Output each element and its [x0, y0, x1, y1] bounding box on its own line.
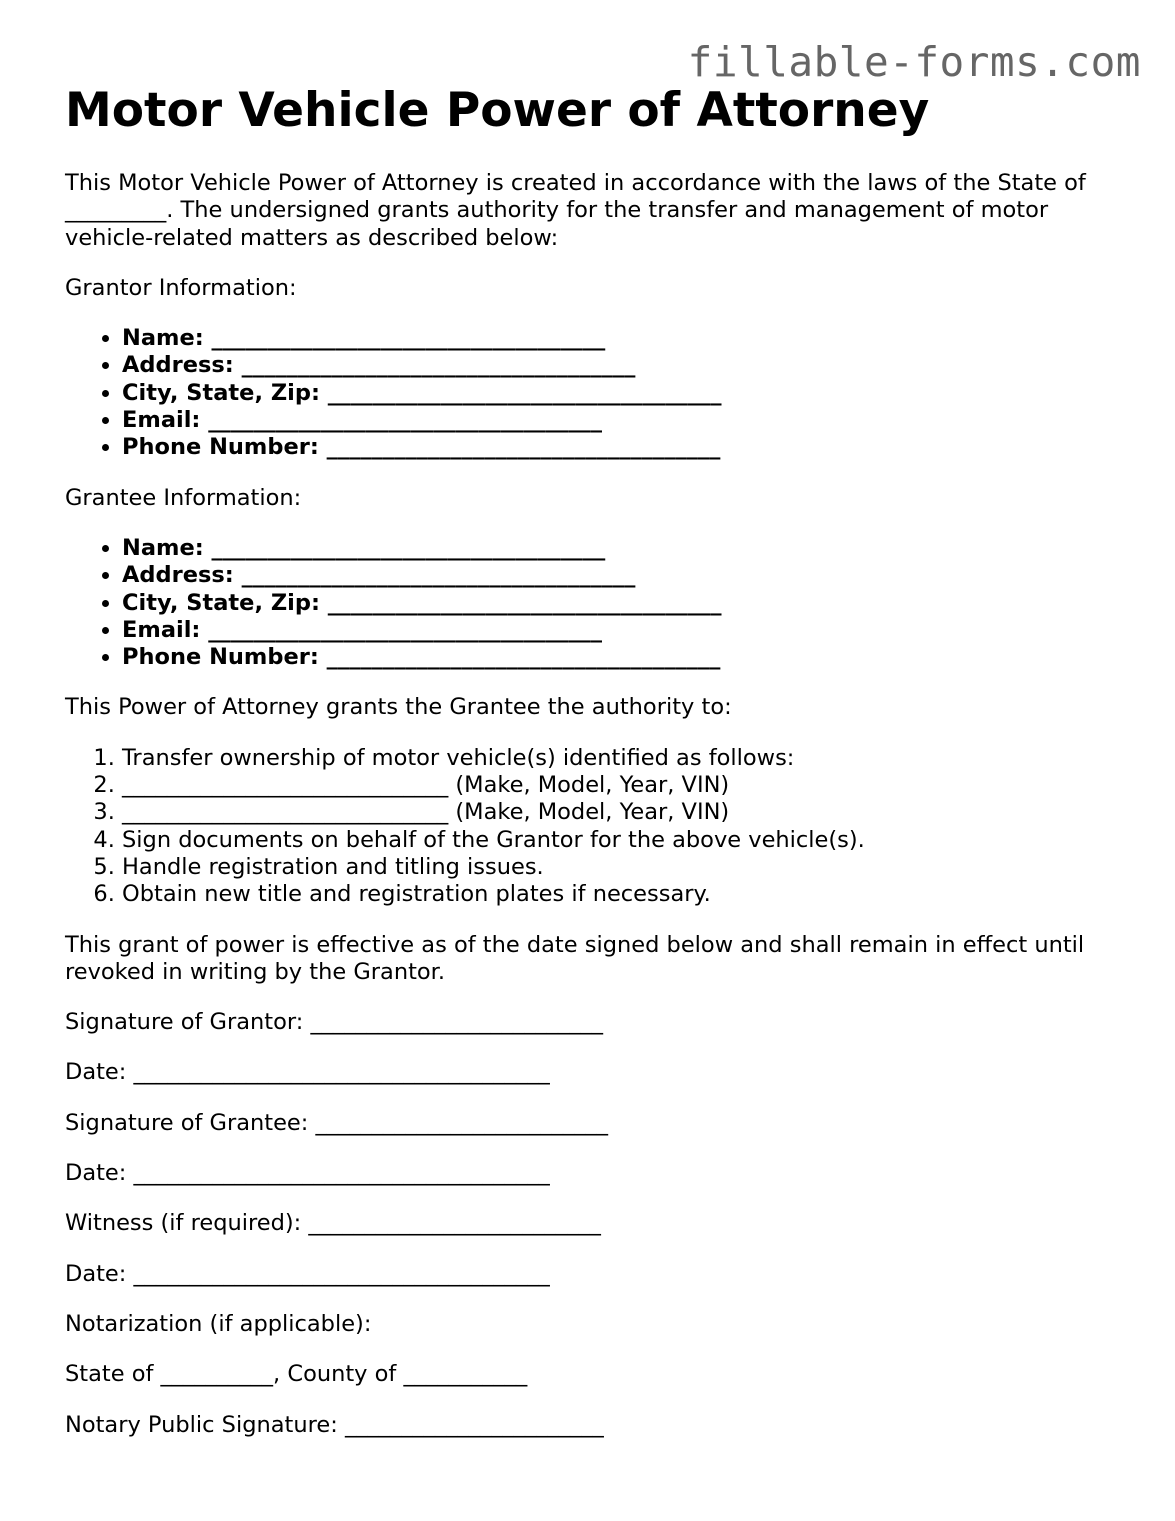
notarization-label: Notarization (if applicable): [65, 1310, 372, 1337]
witness-signature-field[interactable]: Witness (if required): __________________________ [65, 1210, 601, 1237]
authority-item-registration: 5. Handle registration and titling issues. [122, 854, 1135, 881]
grantee-city-state-zip-field[interactable]: • City, State, Zip: ___________________________________ [122, 590, 1135, 617]
grantee-section-label: Grantee Information: [65, 484, 302, 511]
grantee-date-field[interactable]: Date: _____________________________________ [65, 1160, 550, 1187]
grantor-signature-field[interactable]: Signature of Grantor: __________________________ [65, 1009, 603, 1036]
authority-item-sign-documents: 4. Sign documents on behalf of the Grantor for the above vehicle(s). [122, 827, 1135, 854]
vehicle-2-field[interactable]: 3. _____________________________ (Make, Model, Year, VIN) [122, 799, 1135, 826]
authority-section-label: This Power of Attorney grants the Grantee the authority to: [65, 694, 732, 721]
grantor-address-field[interactable]: • Address: ___________________________________ [122, 352, 1135, 379]
grantor-phone-field[interactable]: • Phone Number: ___________________________________ [122, 434, 1135, 461]
grantor-field-list [65, 325, 1135, 461]
grantee-signature-field[interactable]: Signature of Grantee: __________________________ [65, 1109, 609, 1136]
grantor-email-field[interactable]: • Email: ___________________________________ [122, 407, 1135, 434]
grantor-section-label: Grantor Information: [65, 274, 297, 301]
page-title: Motor Vehicle Power of Attorney [65, 83, 930, 138]
grantor-name-field[interactable]: • Name: ___________________________________ [122, 325, 1135, 352]
authority-item-transfer: 1. Transfer ownership of motor vehicle(s) identified as follows: [122, 745, 1135, 772]
intro-paragraph: This Motor Vehicle Power of Attorney is created in accordance with the laws of the State of _________. The undersigned grants authority for the transfer and management of motor vehicle-related matters as described below: [65, 170, 1086, 251]
vehicle-1-field[interactable]: 2. _____________________________ (Make, Model, Year, VIN) [122, 772, 1135, 799]
grantee-name-field[interactable]: • Name: ___________________________________ [122, 535, 1135, 562]
grantor-city-state-zip-field[interactable]: • City, State, Zip: ___________________________________ [122, 380, 1135, 407]
witness-date-field[interactable]: Date: _____________________________________ [65, 1260, 550, 1287]
grantee-address-field[interactable]: • Address: ___________________________________ [122, 562, 1135, 589]
grantee-field-list [65, 535, 1135, 671]
document-page [65, 82, 1135, 1439]
grantor-date-field[interactable]: Date: _____________________________________ [65, 1059, 550, 1086]
grantee-phone-field[interactable]: • Phone Number: ___________________________________ [122, 644, 1135, 671]
authority-list [65, 745, 1135, 909]
effective-paragraph: This grant of power is effective as of the date signed below and shall remain in effect until revoked in writing by the Grantor. [65, 931, 1085, 985]
authority-item-new-title: 6. Obtain new title and registration plates if necessary. [122, 881, 1135, 908]
watermark: fillable-forms.com [687, 38, 1141, 86]
grantee-email-field[interactable]: • Email: ___________________________________ [122, 617, 1135, 644]
notary-state-county-field[interactable]: State of __________, County of ___________ [65, 1361, 528, 1388]
notary-signature-field[interactable]: Notary Public Signature: _______________________ [65, 1411, 604, 1438]
